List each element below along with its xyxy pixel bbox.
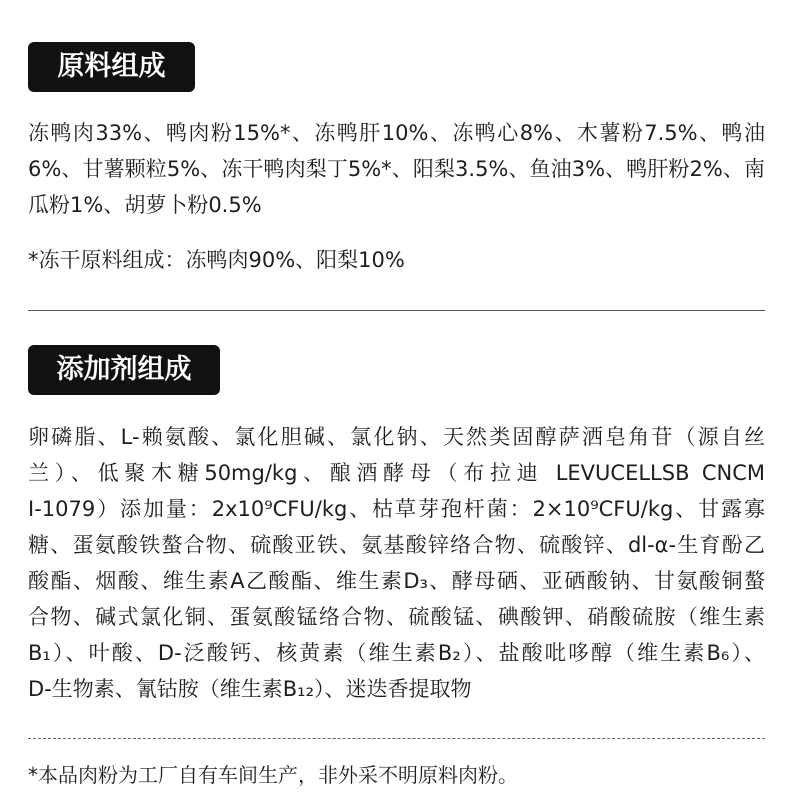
additives-heading: 添加剂组成 [28,345,220,395]
additives-line: 兰）、低聚木糖50mg/kg、酿酒酵母（布拉迪 LEVUCELLSB CNCM [28,461,765,485]
raw-materials-heading: 原料组成 [28,42,195,92]
raw-materials-list [28,115,765,223]
additives-line: I-1079）添加量：2x10⁹CFU/kg、枯草芽孢杆菌：2×10⁹CFU/kg、甘露寡 [28,497,765,521]
footer-note: *本品肉粉为工厂自有车间生产，非外采不明原料肉粉。 [28,763,518,787]
dashed-divider [28,738,765,739]
additives-line: D-生物素、氰钴胺（维生素B₁₂）、迷迭香提取物 [28,677,472,701]
raw-materials-line: 瓜粉1%、胡萝卜粉0.5% [28,193,262,217]
raw-materials-line: 6%、甘薯颗粒5%、冻干鸭肉梨丁5%*、阳梨3.5%、鱼油3%、鸭肝粉2%、南 [28,157,765,181]
additives-list [28,419,765,707]
additives-line: 卵磷脂、L-赖氨酸、氯化胆碱、氯化钠、天然类固醇萨洒皂角苷（源自丝 [28,425,765,449]
additives-line: B₁）、叶酸、D-泛酸钙、核黄素（维生素B₂）、盐酸吡哆醇（维生素B₆）、 [28,641,765,665]
additives-line: 酸酯、烟酸、维生素A乙酸酯、维生素D₃、酵母硒、亚硒酸钠、甘氨酸铜螯 [28,569,765,593]
raw-materials-line: 冻鸭肉33%、鸭肉粉15%*、冻鸭肝10%、冻鸭心8%、木薯粉7.5%、鸭油 [28,121,765,145]
section-divider [28,310,765,311]
additives-line: 糖、蛋氨酸铁螯合物、硫酸亚铁、氨基酸锌络合物、硫酸锌、dl-α-生育酚乙 [28,533,765,557]
freeze-dried-composition-note: *冻干原料组成：冻鸭肉90%、阳梨10% [28,248,405,272]
additives-line: 合物、碱式氯化铜、蛋氨酸锰络合物、硫酸锰、碘酸钾、硝酸硫胺（维生素 [28,605,765,629]
